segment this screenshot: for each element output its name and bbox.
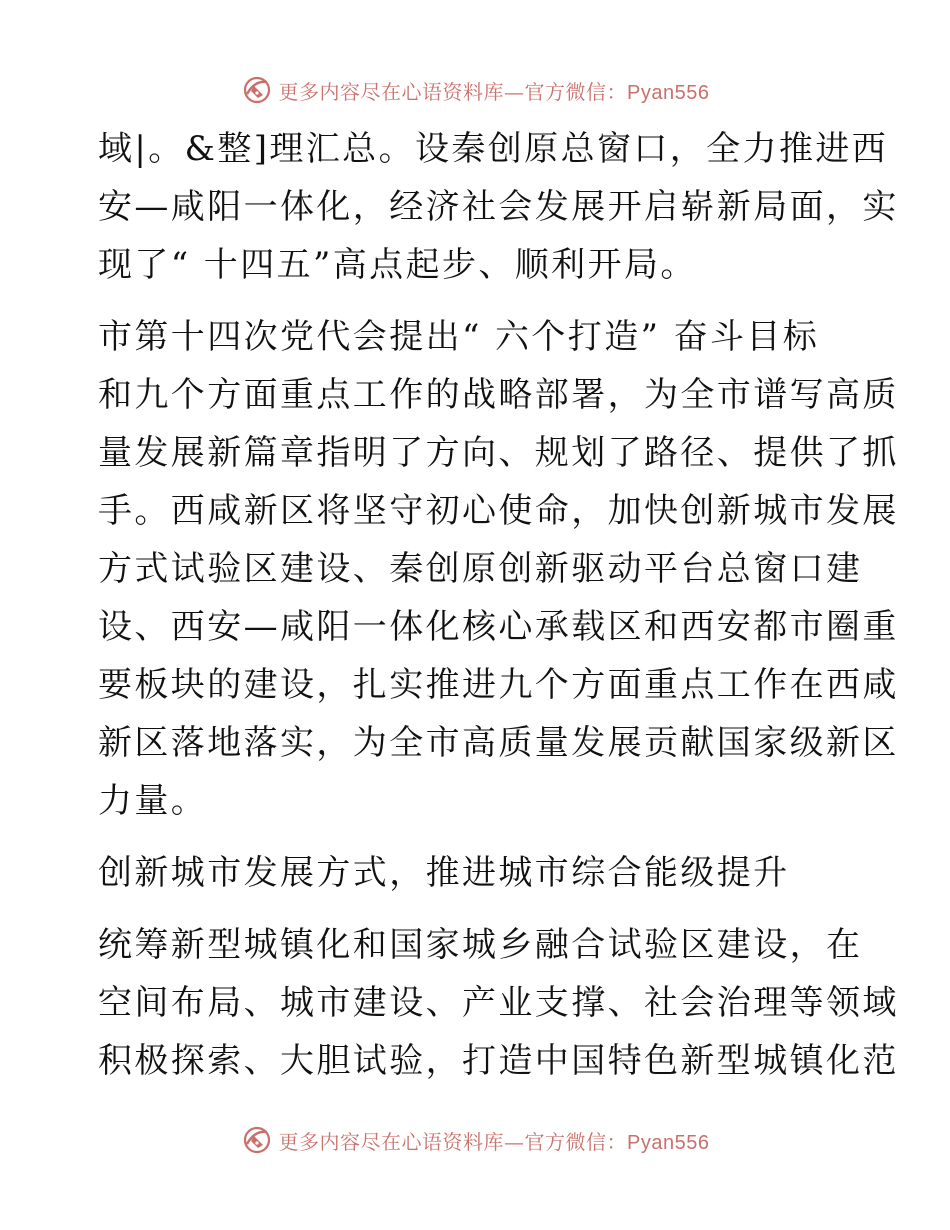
text-line: 新区落地落实，为全市高质量发展贡献国家级新区 — [98, 723, 899, 763]
text-line: 手。西咸新区将坚守初心使命，加快创新城市发展 — [98, 491, 899, 531]
text-line: 现了“ 十四五”高点起步、顺利开局。 — [98, 245, 697, 285]
footer-watermark-banner — [0, 1120, 950, 1160]
watermark-text: 更多内容尽在心语资料库—官方微信：Pyan556 — [278, 1129, 710, 1154]
text-line: 方式试验区建设、秦创原创新驱动平台总窗口建 — [98, 549, 863, 589]
document-body — [98, 120, 899, 1090]
text-line: 市第十四次党代会提出“ 六个打造” 奋斗目标 — [98, 317, 820, 357]
text-line: 积极探索、大胆试验，打造中国特色新型城镇化范 — [98, 1041, 899, 1081]
pen-nib-circle-icon — [241, 1124, 273, 1156]
watermark-text: 更多内容尽在心语资料库—官方微信：Pyan556 — [278, 79, 710, 104]
header-watermark-banner — [0, 70, 950, 110]
text-line: 要板块的建设，扎实推进九个方面重点工作在西咸 — [98, 665, 899, 705]
text-line: 力量。 — [98, 781, 208, 821]
paragraph-3 — [98, 916, 899, 1090]
paragraph-1 — [98, 120, 899, 294]
text-line: 统筹新型城镇化和国家城乡融合试验区建设，在 — [98, 925, 863, 965]
text-line: 安—咸阳一体化，经济社会发展开启崭新局面，实 — [98, 187, 899, 227]
text-line: 空间布局、城市建设、产业支撑、社会治理等领域 — [98, 983, 899, 1023]
text-line: 和九个方面重点工作的战略部署，为全市谱写高质 — [98, 375, 899, 415]
text-line: 域|。&整]理汇总。设秦创原总窗口，全力推进西 — [98, 129, 889, 169]
heading-line: 创新城市发展方式，推进城市综合能级提升 — [98, 853, 790, 893]
text-line: 量发展新篇章指明了方向、规划了路径、提供了抓 — [98, 433, 899, 473]
text-line: 设、西安—咸阳一体化核心承载区和西安都市圈重 — [98, 607, 899, 647]
pen-nib-circle-icon — [241, 74, 273, 106]
paragraph-2 — [98, 308, 899, 830]
section-heading — [98, 844, 858, 902]
